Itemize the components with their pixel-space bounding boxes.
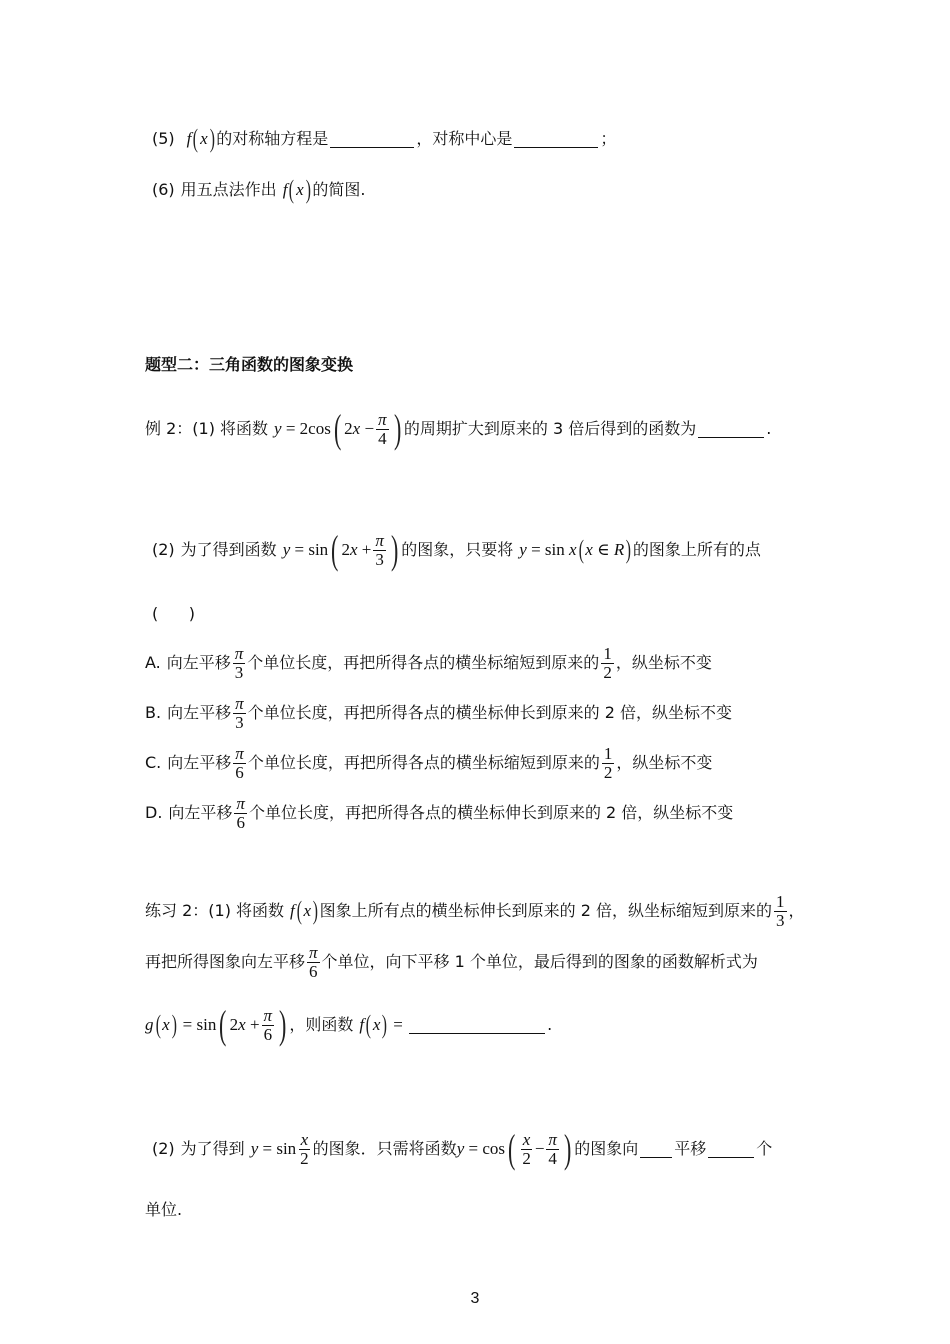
paren: ( <box>193 124 199 153</box>
practice-2-1-line2: 再把所得图象向左平移 $\frac{\pi}{6}$ 个单位，向下平移 1 个单位，最后得到的图象的函数解析式为 <box>145 942 758 981</box>
item-5-text3: ； <box>600 129 617 148</box>
option-c[interactable]: C. 向左平移 $\frac{\pi}{6}$ 个单位长度，再把所得各点的横坐标缩短到原来的 $\frac{1}{2}$ ，纵坐标不变 <box>145 743 713 782</box>
item-5: (5) f ( x ) 的对称轴方程是 ，对称中心是 ； <box>152 124 617 153</box>
example-2-text: 的周期扩大到原来的 3 倍后得到的函数为 <box>403 419 697 438</box>
item-6-text1: 用五点法作出 <box>180 180 277 199</box>
example-2-2: (2) 为了得到函数 y = sin ( 2 x + $\frac{\pi}{3}$ ) 的图象，只要将 y = sin x ( x ∈ R ) 的图象上所有的点 <box>152 527 761 572</box>
item-6-text2: 的简图. <box>312 180 366 199</box>
answer-blank[interactable] <box>409 1017 545 1034</box>
fraction-pi-4: $\frac{\pi}{4}$ <box>378 409 387 448</box>
answer-blank[interactable] <box>330 131 414 148</box>
practice-2-1-line3: g ( x ) = sin ( 2 x + $\frac{\pi}{6}$ ) ，则函数 f ( x ) = . <box>145 1002 553 1047</box>
example-2-prefix: 例 2：(1) 将函数 <box>145 419 269 438</box>
practice-2-1-line1: 练习 2：(1) 将函数 f ( x ) 图象上所有点的横坐标伸长到原来的 2 倍，纵坐标缩短到原来的 $\frac{1}{3}$ ， <box>145 891 805 930</box>
answer-blank[interactable] <box>640 1141 672 1158</box>
option-a[interactable]: A. 向左平移 $\frac{\pi}{3}$ 个单位长度，再把所得各点的横坐标缩短到原来的 $\frac{1}{2}$ ，纵坐标不变 <box>145 643 712 682</box>
answer-paren[interactable]: ( ) <box>152 604 195 623</box>
answer-blank[interactable] <box>514 131 598 148</box>
practice-2-2: (2) 为了得到 y = sin $\frac{x}{2}$ 的图象．只需将函数 y = cos ( $\frac{x}{2}$ − $\frac{\pi}{4}$ ) 的图象向 平移 个 <box>152 1126 773 1171</box>
fraction-pi-3: $\frac{\pi}{3}$ <box>375 530 384 569</box>
example-2-1: 例 2：(1) 将函数 y = 2cos ( 2 x − $\frac{\pi}{4}$ ) 的周期扩大到原来的 3 倍后得到的函数为 . <box>145 406 772 451</box>
option-d[interactable]: D. 向左平移 $\frac{\pi}{6}$ 个单位长度，再把所得各点的横坐标伸长到原来的 2 倍，纵坐标不变 <box>145 793 734 832</box>
item-6-label: (6) <box>152 180 175 199</box>
answer-blank[interactable] <box>708 1141 754 1158</box>
answer-blank[interactable] <box>698 421 764 438</box>
practice-2-2-line2: 单位. <box>145 1200 183 1219</box>
item-5-text1: 的对称轴方程是 <box>216 129 329 148</box>
math-f: f <box>186 129 192 148</box>
item-6: (6) 用五点法作出 f ( x ) 的简图. <box>152 175 366 204</box>
section-title: 题型二：三角函数的图象变换 <box>145 355 354 374</box>
option-b[interactable]: B. 向左平移 $\frac{\pi}{3}$ 个单位长度，再把所得各点的横坐标伸长到原来的 2 倍，纵坐标不变 <box>145 693 732 732</box>
item-5-text2: ，对称中心是 <box>416 129 513 148</box>
page-number: 3 <box>470 1290 480 1307</box>
item-5-label: (5) <box>152 129 175 148</box>
